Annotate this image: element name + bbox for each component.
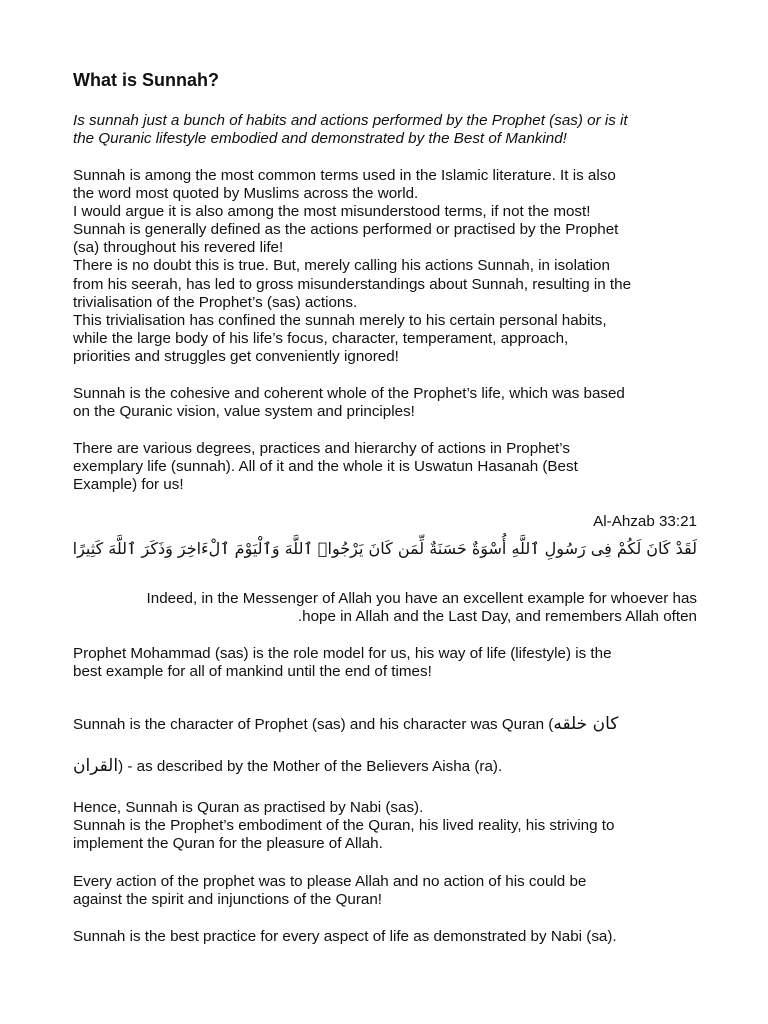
para1-line-9: This trivialisation has confined the sunnah merely to his certain personal habits, <box>73 312 607 329</box>
para4-line-1: Prophet Mohammad (sas) is the role model for us, his way of life (lifestyle) is the <box>73 645 612 662</box>
para2-line-1: Sunnah is the cohesive and coherent whole of the Prophet’s life, which was based <box>73 385 625 402</box>
para6-line-3: implement the Quran for the pleasure of Allah. <box>73 835 383 852</box>
verse-translation-line-1: Indeed, in the Messenger of Allah you have an excellent example for whoever has <box>146 590 697 607</box>
para8-line-1: Sunnah is the best practice for every aspect of life as demonstrated by Nabi (sa). <box>73 928 617 945</box>
para6-line-2: Sunnah is the Prophet’s embodiment of the Quran, his lived reality, his striving to <box>73 817 615 834</box>
para4-line-2: best example for all of mankind until the end of times! <box>73 663 432 680</box>
para1-line-3: I would argue it is also among the most misunderstood terms, if not the most! <box>73 203 591 220</box>
para1-line-2: the word most quoted by Muslims across the world. <box>73 185 419 202</box>
para5-line-1 <box>73 715 618 734</box>
para7-line-2: against the spirit and injunctions of the Quran! <box>73 891 383 908</box>
intro-line-2: the Quranic lifestyle embodied and demonstrated by the Best of Mankind! <box>73 130 567 147</box>
para5-arabic-kana-khuluquhu: كان خلقه <box>553 714 619 734</box>
para1-line-7: from his seerah, has led to gross misunderstandings about Sunnah, resulting in the <box>73 276 632 293</box>
para1-line-10: while the large body of his life’s focus, character, temperament, approach, <box>73 330 569 347</box>
para3-line-1: There are various degrees, practices and hierarchy of actions in Prophet’s <box>73 440 570 457</box>
verse-translation-line-2: .hope in Allah and the Last Day, and remembers Allah often <box>297 608 697 625</box>
para5-arabic-al-quran: القران <box>73 756 119 776</box>
para7-line-1: Every action of the prophet was to please Allah and no action of his could be <box>73 873 587 890</box>
verse-arabic: لَقَدْ كَانَ لَكُمْ فِى رَسُولِ ٱللَّهِ أُسْوَةٌ حَسَنَةٌ لِّمَن كَانَ يَرْجُوا۟ ٱللَّهَ وَٱلْيَوْمَ ٱلْءَاخِرَ وَذَكَرَ ٱللَّهَ كَثِيرًا <box>72 539 697 558</box>
para3-line-3: Example) for us! <box>73 476 184 493</box>
para5-line-2 <box>73 757 502 776</box>
para1-line-8: trivialisation of the Prophet’s (sas) actions. <box>73 294 358 311</box>
para5-line-2-text: ) - as described by the Mother of the Believers Aisha (ra). <box>118 758 503 775</box>
para1-line-11: priorities and struggles get conveniently ignored! <box>73 348 399 365</box>
page-title: What is Sunnah? <box>73 70 219 90</box>
intro-line-1: Is sunnah just a bunch of habits and actions performed by the Prophet (sas) or is it <box>73 112 628 129</box>
para5-line-1-text: Sunnah is the character of Prophet (sas) and his character was Quran ( <box>73 716 554 733</box>
verse-reference: Al-Ahzab 33:21 <box>593 513 697 530</box>
para1-line-5: (sa) throughout his revered life! <box>73 239 284 256</box>
para2-line-2: on the Quranic vision, value system and principles! <box>73 403 415 420</box>
para1-line-6: There is no doubt this is true. But, merely calling his actions Sunnah, in isolation <box>73 257 610 274</box>
para1-line-1: Sunnah is among the most common terms used in the Islamic literature. It is also <box>73 167 616 184</box>
para6-line-1: Hence, Sunnah is Quran as practised by Nabi (sas). <box>73 799 424 816</box>
para3-line-2: exemplary life (sunnah). All of it and the whole it is Uswatun Hasanah (Best <box>73 458 578 475</box>
para1-line-4: Sunnah is generally defined as the actions performed or practised by the Prophet <box>73 221 619 238</box>
